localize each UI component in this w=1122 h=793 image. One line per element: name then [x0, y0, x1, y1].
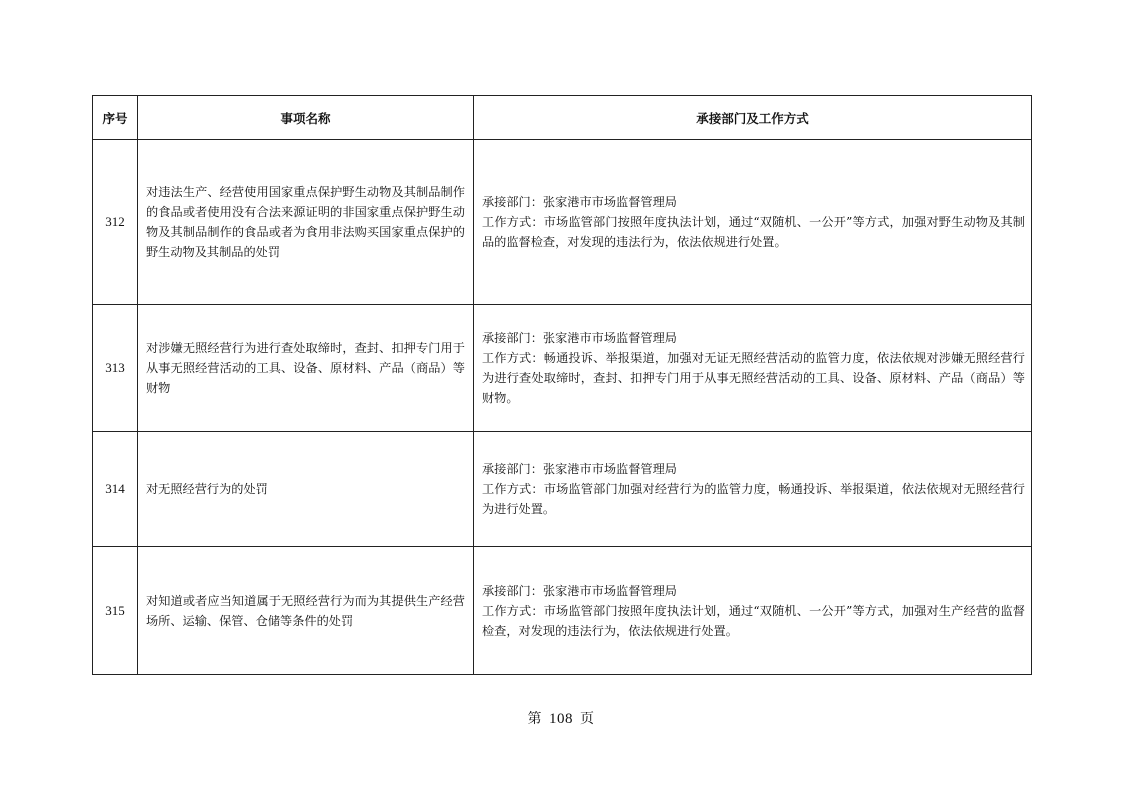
row-serial-number: 315	[93, 547, 138, 675]
page-prefix: 第	[527, 711, 542, 727]
row-serial-number: 314	[93, 432, 138, 547]
row-department: 承接部门：张家港市市场监督管理局	[482, 331, 677, 345]
table-row	[93, 305, 1032, 432]
row-department: 承接部门：张家港市市场监督管理局	[482, 462, 677, 476]
row-department: 承接部门：张家港市市场监督管理局	[482, 583, 677, 598]
header-department-method: 承接部门及工作方式	[474, 96, 1032, 140]
row-serial-number: 312	[93, 140, 138, 305]
row-department-method	[474, 432, 1032, 547]
header-matter-name: 事项名称	[138, 96, 474, 140]
row-work-method: 工作方式：畅通投诉、举报渠道，加强对无证无照经营活动的监管力度，依法依规对涉嫌无照经营行为进行查处取缔时，查封、扣押专门用于从事无照经营活动的工具、设备、原材料、产品（商品）等财物。	[482, 351, 1025, 405]
page-number-footer	[0, 708, 1122, 728]
row-department-method	[474, 547, 1032, 675]
row-work-method: 工作方式：市场监管部门加强对经营行为的监管力度，畅通投诉、举报渠道，依法依规对无照经营行为进行处置。	[482, 482, 1025, 516]
row-work-method: 工作方式：市场监管部门按照年度执法计划，通过“双随机、一公开”等方式，加强对生产经营的监督检查，对发现的违法行为，依法依规进行处置。	[482, 603, 1025, 638]
page-number: 108	[549, 711, 573, 727]
table-row	[93, 140, 1032, 305]
row-work-method: 工作方式：市场监管部门按照年度执法计划，通过“双随机、一公开”等方式，加强对野生动物及其制品的监督检查，对发现的违法行为，依法依规进行处置。	[482, 215, 1025, 249]
row-matter-name: 对无照经营行为的处罚	[138, 432, 474, 547]
row-matter-name: 对涉嫌无照经营行为进行查处取缔时，查封、扣押专门用于从事无照经营活动的工具、设备、原材料、产品（商品）等财物	[138, 305, 474, 432]
row-department-method	[474, 305, 1032, 432]
header-serial-number: 序号	[93, 96, 138, 140]
row-serial-number: 313	[93, 305, 138, 432]
row-department: 承接部门：张家港市市场监督管理局	[482, 195, 677, 209]
table-header-row	[93, 96, 1032, 140]
page-suffix: 页	[580, 711, 595, 727]
row-department-method	[474, 140, 1032, 305]
row-matter-name: 对知道或者应当知道属于无照经营行为而为其提供生产经营场所、运输、保管、仓储等条件的处罚	[138, 547, 474, 675]
table-row	[93, 432, 1032, 547]
row-matter-name: 对违法生产、经营使用国家重点保护野生动物及其制品制作的食品或者使用没有合法来源证明的非国家重点保护野生动物及其制品制作的食品或者为食用非法购买国家重点保护的野生动物及其制品的处罚	[138, 140, 474, 305]
matters-table	[92, 95, 1032, 675]
table-row	[93, 547, 1032, 675]
